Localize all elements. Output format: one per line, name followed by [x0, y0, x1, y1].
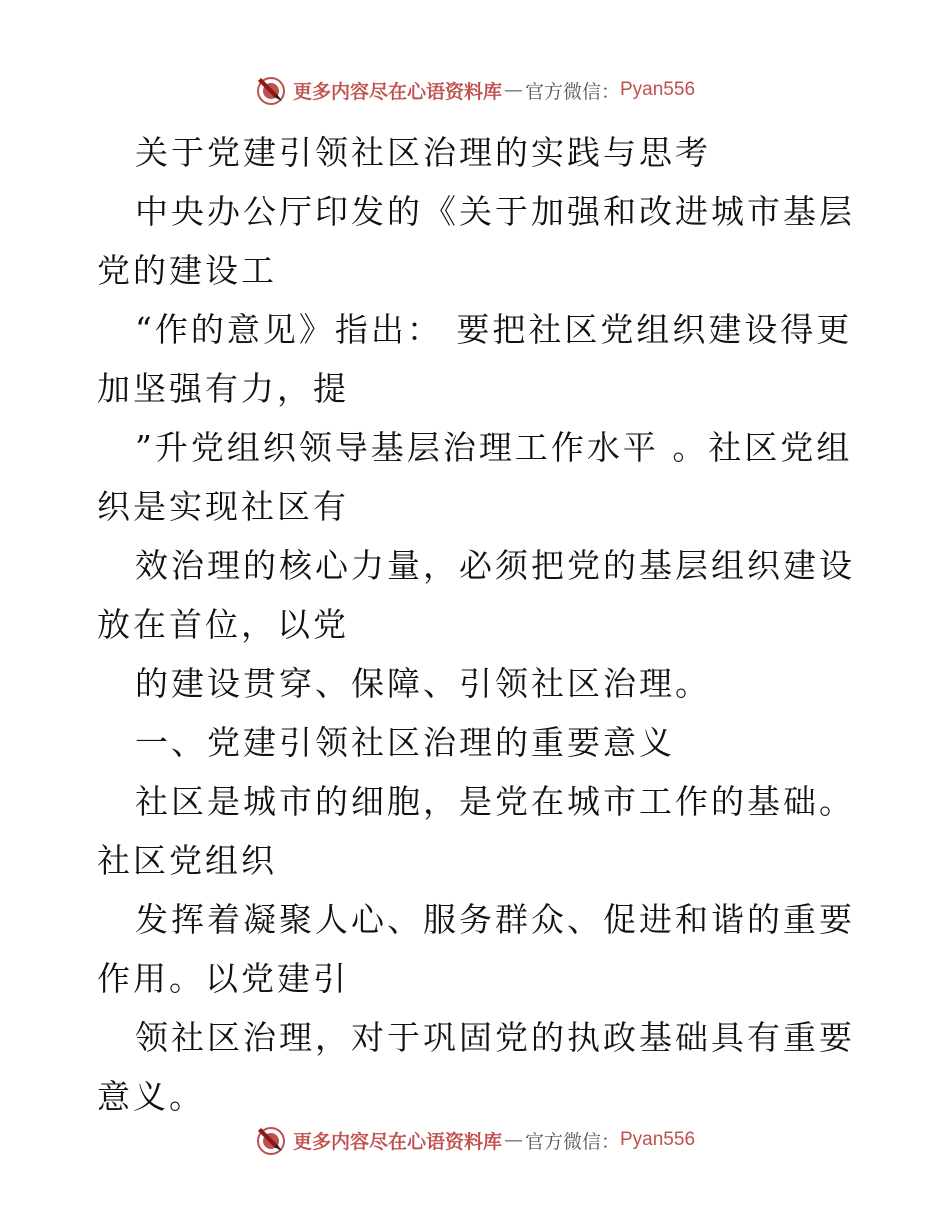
watermark-official-label: 官方微信：	[524, 1130, 620, 1153]
footer-watermark	[0, 1120, 950, 1160]
quill-seal-icon	[255, 74, 287, 106]
watermark-wechat-id: Pyan556	[620, 1129, 696, 1150]
watermark-separator: —	[503, 1129, 523, 1151]
header-watermark	[0, 70, 950, 110]
section-heading: 一、党建引领社区治理的重要意义	[135, 723, 675, 762]
watermark-wechat-id: Pyan556	[620, 79, 696, 100]
document-body	[97, 123, 857, 1126]
watermark-brand: 更多内容尽在心语资料库	[292, 80, 502, 103]
watermark-separator: —	[503, 79, 523, 101]
paragraph: 社区是城市的细胞，是党在城市工作的基础。社区党组织	[97, 782, 855, 880]
watermark-official-label: 官方微信：	[524, 80, 620, 103]
paragraph: 的建设贯穿、保障、引领社区治理。	[135, 664, 711, 703]
watermark-brand: 更多内容尽在心语资料库	[292, 1130, 502, 1153]
paragraph: 领社区治理，对于巩固党的执政基础具有重要意义。	[97, 1018, 855, 1116]
paragraph: 中央办公厅印发的《关于加强和改进城市基层党的建设工	[97, 192, 855, 290]
paragraph: “作的意见》指出： 要把社区党组织建设得更加坚强有力，提	[97, 310, 853, 408]
paragraph: ”升党组织领导基层治理工作水平 。社区党组织是实现社区有	[97, 428, 853, 526]
quill-seal-icon	[255, 1124, 287, 1156]
paragraph: 效治理的核心力量，必须把党的基层组织建设放在首位，以党	[97, 546, 855, 644]
paragraph: 发挥着凝聚人心、服务群众、促进和谐的重要作用。以党建引	[97, 900, 855, 998]
document-title: 关于党建引领社区治理的实践与思考	[135, 133, 711, 172]
